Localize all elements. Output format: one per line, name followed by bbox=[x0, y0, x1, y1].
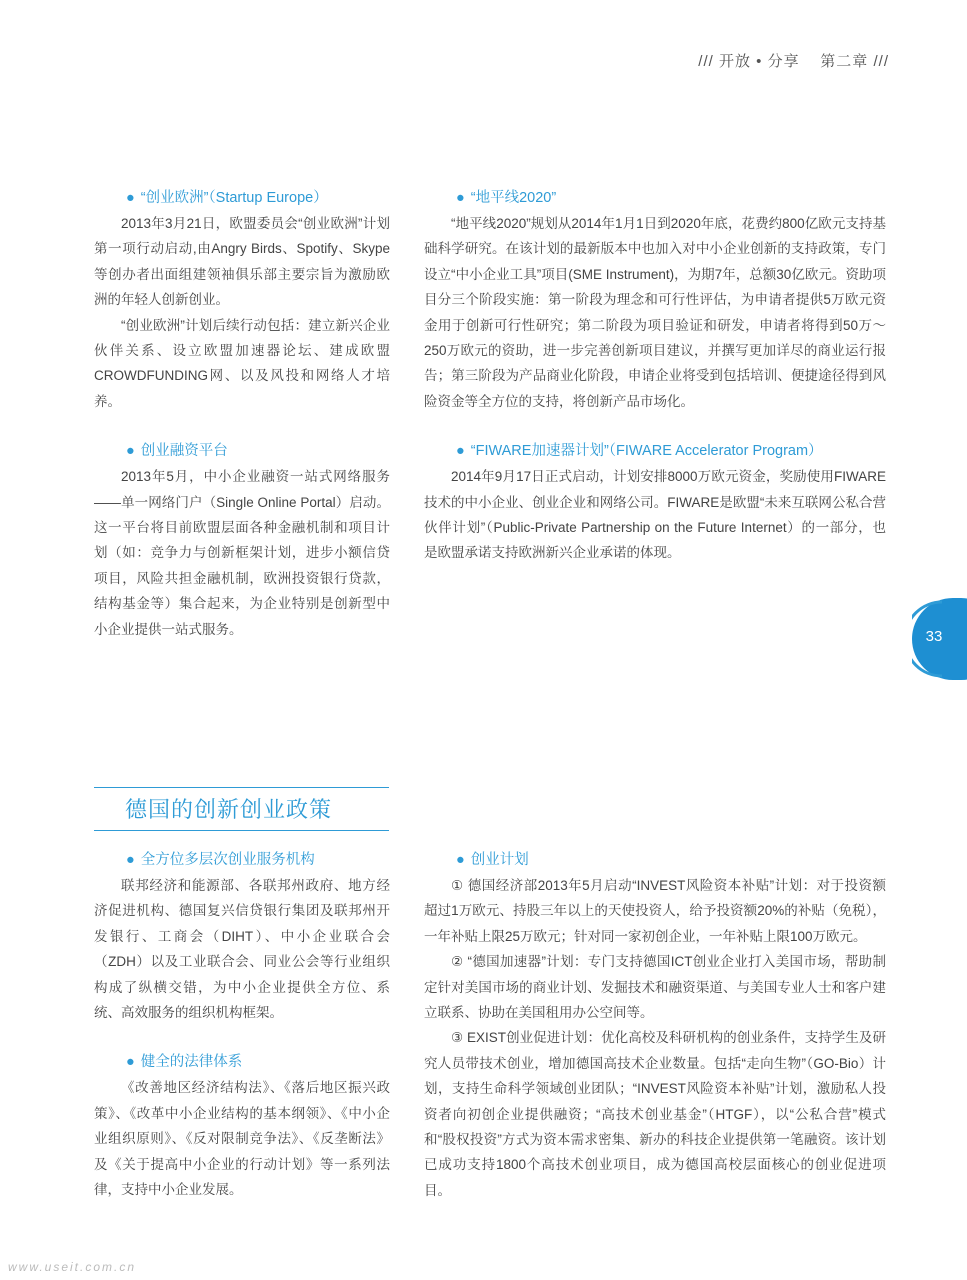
right-column-bottom bbox=[424, 848, 886, 1203]
bullet-icon: ● bbox=[126, 443, 135, 460]
paragraph: 2014年9月17日正式启动，计划安排8000万欧元资金，奖励使用FIWARE技术的中小企业、创业企业和网络公司。FIWARE是欧盟“未来互联网公私合营伙伴计划”（Public-Private Partnership on the Future Internet）的一部分，也是欧盟承诺支持欧洲新兴企业承诺的体现。 bbox=[424, 469, 886, 561]
header-chapter: 第二章 bbox=[820, 53, 869, 70]
paragraph: 《改善地区经济结构法》、《落后地区振兴政策》、《改革中小企业结构的基本纲领》、《中小企业组织原则》、《反对限制竞争法》、《反垄断法》及《关于提高中小企业的行动计划》等一系列法律，支持中小企业发展。 bbox=[94, 1080, 390, 1198]
header-text-open: 开放 bbox=[718, 53, 751, 70]
header-text-share: 分享 bbox=[767, 53, 800, 70]
paragraph: 2013年3月21日，欧盟委员会“创业欧洲”计划第一项行动启动,由Angry Birds、Spotify、Skype等创办者出面组建领袖俱乐部主要宗旨为激励欧洲的年轻人创新创业。 bbox=[94, 216, 390, 308]
paragraph: ③ EXIST创业促进计划：优化高校及科研机构的创业条件，支持学生及研究人员带技术创业，增加德国高技术企业数量。包括“走向生物”（GO-Bio）计划，支持生命科学领域创业团队；“INVEST风险资本补贴”计划，激励私人投资者向初创企业提供融资；“高技术创业基金”（HTGF），以“公私合营”模式和“股权投资”方式为资本需求密集、新办的科技企业提供第一笔融资。该计划已成功支持1800个高技术创业项目，成为德国高校层面核心的创业促进项目。 bbox=[424, 1030, 886, 1198]
paragraph: ① 德国经济部2013年5月启动“INVEST风险资本补贴”计划：对于投资额超过1万欧元、持股三年以上的天使投资人，给予投资额20%的补贴（免税），一年补贴上限25万欧元；针对同一家初创企业，一年补贴上限100万欧元。 bbox=[424, 878, 886, 944]
paragraph: 联邦经济和能源部、各联邦州政府、地方经济促进机构、德国复兴信贷银行集团及联邦州开发银行、工商会（DIHT）、中小企业联合会（ZDH）以及工业联合会、同业公会等行业组织构成了纵横交错，为中小企业提供全方位、系统、高效服务的组织机构框架。 bbox=[94, 878, 390, 1021]
left-column-top bbox=[94, 186, 390, 642]
paragraph: 2013年5月，中小企业融资一站式网络服务——单一网络门户（Single Online Portal）启动。这一平台将目前欧盟层面各种金融机制和项目计划（如：竞争力与创新框架计划，进步小额信贷项目，风险共担金融机制，欧洲投资银行贷款，结构基金等）集合起来，为企业特别是创新型中小企业提供一站式服务。 bbox=[94, 469, 390, 637]
right-column-top bbox=[424, 186, 886, 566]
paragraph: “创业欧洲”计划后续行动包括：建立新兴企业伙伴关系、设立欧盟加速器论坛、建成欧盟CROWDFUNDING网、以及风投和网络人才培养。 bbox=[94, 317, 390, 409]
heading-startup-europe: ● “创业欧洲”（Startup Europe） bbox=[126, 190, 328, 206]
left-column-bottom bbox=[94, 848, 390, 1202]
bullet-icon: ● bbox=[126, 190, 135, 206]
heading-financing-platform: ● 创业融资平台 bbox=[126, 443, 228, 460]
bullet-icon: ● bbox=[456, 190, 465, 206]
section-title-box bbox=[94, 787, 389, 831]
header-mark-right: /// bbox=[873, 53, 889, 70]
heading-startup-programs: ● 创业计划 bbox=[456, 852, 529, 868]
bullet-icon: ● bbox=[126, 1054, 135, 1071]
watermark: www.useit.com.cn bbox=[8, 1260, 137, 1274]
bullet-icon: ● bbox=[456, 443, 465, 460]
paragraph: “地平线2020”规划从2014年1月1日到2020年底，花费约800亿欧元支持基础科学研究。在该计划的最新版本中也加入对中小企业创新的支持政策，专门设立“中小企业工具”项目(SME Instrument)，为期7年，总额30亿欧元。资助项目分三个阶段实施：第一阶段为理念和可行性评估，为申请者提供5万欧元资金用于创新可行性研究；第二阶段为项目验证和研发，申请者将得到50万～250万欧元的资助，进一步完善创新项目建议，并撰写更加详尽的商业运行报告；第三阶段为产品商业化阶段，申请企业将受到包括培训、便捷途径得到风险资金等全方位的支持，将创新产品市场化。 bbox=[424, 216, 886, 409]
header-mark-left: /// bbox=[698, 53, 714, 70]
heading-horizon-2020: ● “地平线2020” bbox=[456, 190, 557, 206]
bullet-icon: ● bbox=[456, 852, 465, 868]
heading-service-institutions: ● 全方位多层次创业服务机构 bbox=[126, 852, 315, 868]
heading-fiware: ● “FIWARE加速器计划”（FIWARE Accelerator Program） bbox=[456, 443, 823, 460]
bullet-icon: ● bbox=[126, 852, 135, 868]
heading-legal-system: ● 健全的法律体系 bbox=[126, 1054, 243, 1071]
section-title: 德国的创新创业政策 bbox=[125, 797, 333, 822]
running-header bbox=[698, 50, 889, 71]
page-number: 33 bbox=[925, 628, 943, 645]
paragraph: ② “德国加速器”计划：专门支持德国ICT创业企业打入美国市场，帮助制定针对美国市场的商业计划、发掘技术和融资渠道、与美国专业人士和客户建立联系、协助在美国租用办公空间等。 bbox=[424, 954, 886, 1021]
header-bullet: • bbox=[756, 53, 763, 70]
